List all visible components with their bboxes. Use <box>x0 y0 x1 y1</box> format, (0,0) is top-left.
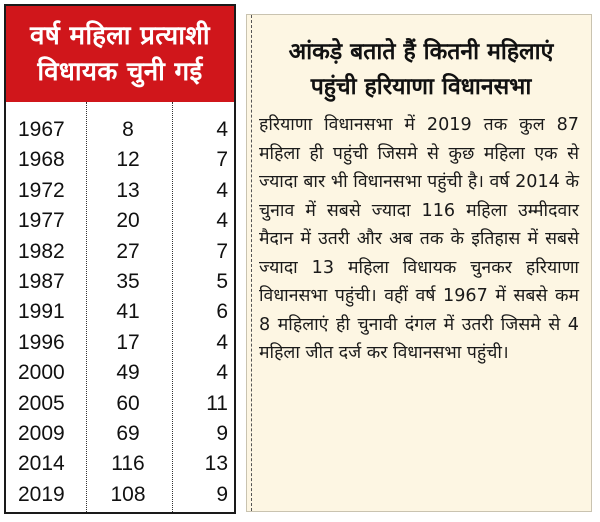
candidates-cell: 108 <box>110 482 146 506</box>
article-box <box>246 14 592 512</box>
table-row <box>6 296 234 328</box>
table-header <box>6 6 234 102</box>
year-cell: 2014 <box>18 452 65 476</box>
table-row <box>6 448 234 480</box>
elected-cell: 13 <box>204 452 228 476</box>
candidates-cell: 20 <box>116 209 140 233</box>
candidates-cell: 49 <box>116 361 140 385</box>
table-row <box>6 327 234 359</box>
year-cell: 1987 <box>18 270 65 293</box>
candidates-cell: 17 <box>116 330 140 354</box>
candidates-cell: 116 <box>111 452 145 476</box>
year-cell: 1982 <box>18 239 65 263</box>
table-row <box>6 418 234 450</box>
candidates-cell: 60 <box>116 391 140 415</box>
year-cell: 1972 <box>18 178 65 202</box>
table-row <box>6 144 234 176</box>
year-cell: 1967 <box>18 118 65 141</box>
year-cell: 2005 <box>18 391 65 415</box>
article-headline <box>261 35 581 105</box>
article-body: हरियाणा विधानसभा में 2019 तक कुल 87 महिला ही पहुंची जिसमे से कुछ महिला एक से ज्यादा बार भी विधानसभा पहुंची है। वर्ष 2014 के चुनाव में सबसे ज्यादा 116 महिला उम्मीदवार मैदान में उतरी और अब तक के इतिहास में सबसे ज्यादा 13 महिला विधायक चुनकर हरियाणा विधानसभा पहुंची। वहीं वर्ष 1967 में सबसे कम 8 महिलाएं ही चुनावी दंगल में उतरी जिसमे से 4 महिला जीत दर्ज कर विधानसभा पहुंची। <box>259 115 579 363</box>
table-row <box>6 205 234 237</box>
candidates-cell: 12 <box>116 148 140 172</box>
year-cell: 1991 <box>18 300 65 324</box>
headline-line2: पहुंची हरियाणा विधानसभा <box>310 74 532 100</box>
candidates-cell: 27 <box>116 239 140 263</box>
elected-cell: 4 <box>216 361 228 385</box>
elected-cell: 4 <box>216 178 228 202</box>
table-header-line1: वर्ष महिला प्रत्याशी <box>30 21 210 51</box>
year-cell: 1968 <box>18 148 65 172</box>
elected-cell: 4 <box>216 209 228 233</box>
year-cell: 1996 <box>18 330 65 354</box>
elected-cell: 6 <box>216 300 228 324</box>
elected-cell: 9 <box>216 482 228 506</box>
table-row <box>6 236 234 268</box>
women-mla-table <box>4 4 236 514</box>
column-divider <box>172 102 173 512</box>
elected-cell: 9 <box>216 422 228 445</box>
candidates-cell: 41 <box>116 300 140 324</box>
table-row <box>6 114 234 146</box>
elected-cell: 11 <box>206 391 228 415</box>
table-header-line2: विधायक चुनी गई <box>37 57 203 87</box>
candidates-cell: 69 <box>116 422 140 445</box>
year-cell: 2009 <box>18 422 65 445</box>
year-cell: 2000 <box>18 361 65 385</box>
table-row <box>6 266 234 298</box>
elected-cell: 7 <box>216 239 228 263</box>
table-row <box>6 388 234 420</box>
column-divider <box>86 102 87 512</box>
elected-cell: 4 <box>216 118 228 141</box>
candidates-cell: 13 <box>116 178 140 202</box>
elected-cell: 4 <box>216 330 228 354</box>
elected-cell: 7 <box>216 148 228 172</box>
candidates-cell: 8 <box>122 118 134 141</box>
year-cell: 2019 <box>18 482 65 506</box>
table-row <box>6 357 234 389</box>
table-row <box>6 479 234 511</box>
table-row <box>6 175 234 207</box>
elected-cell: 5 <box>216 270 228 293</box>
headline-line1: आंकड़े बताते हैं कितनी महिलाएं <box>288 39 554 65</box>
year-cell: 1977 <box>18 209 65 233</box>
candidates-cell: 35 <box>116 270 140 293</box>
